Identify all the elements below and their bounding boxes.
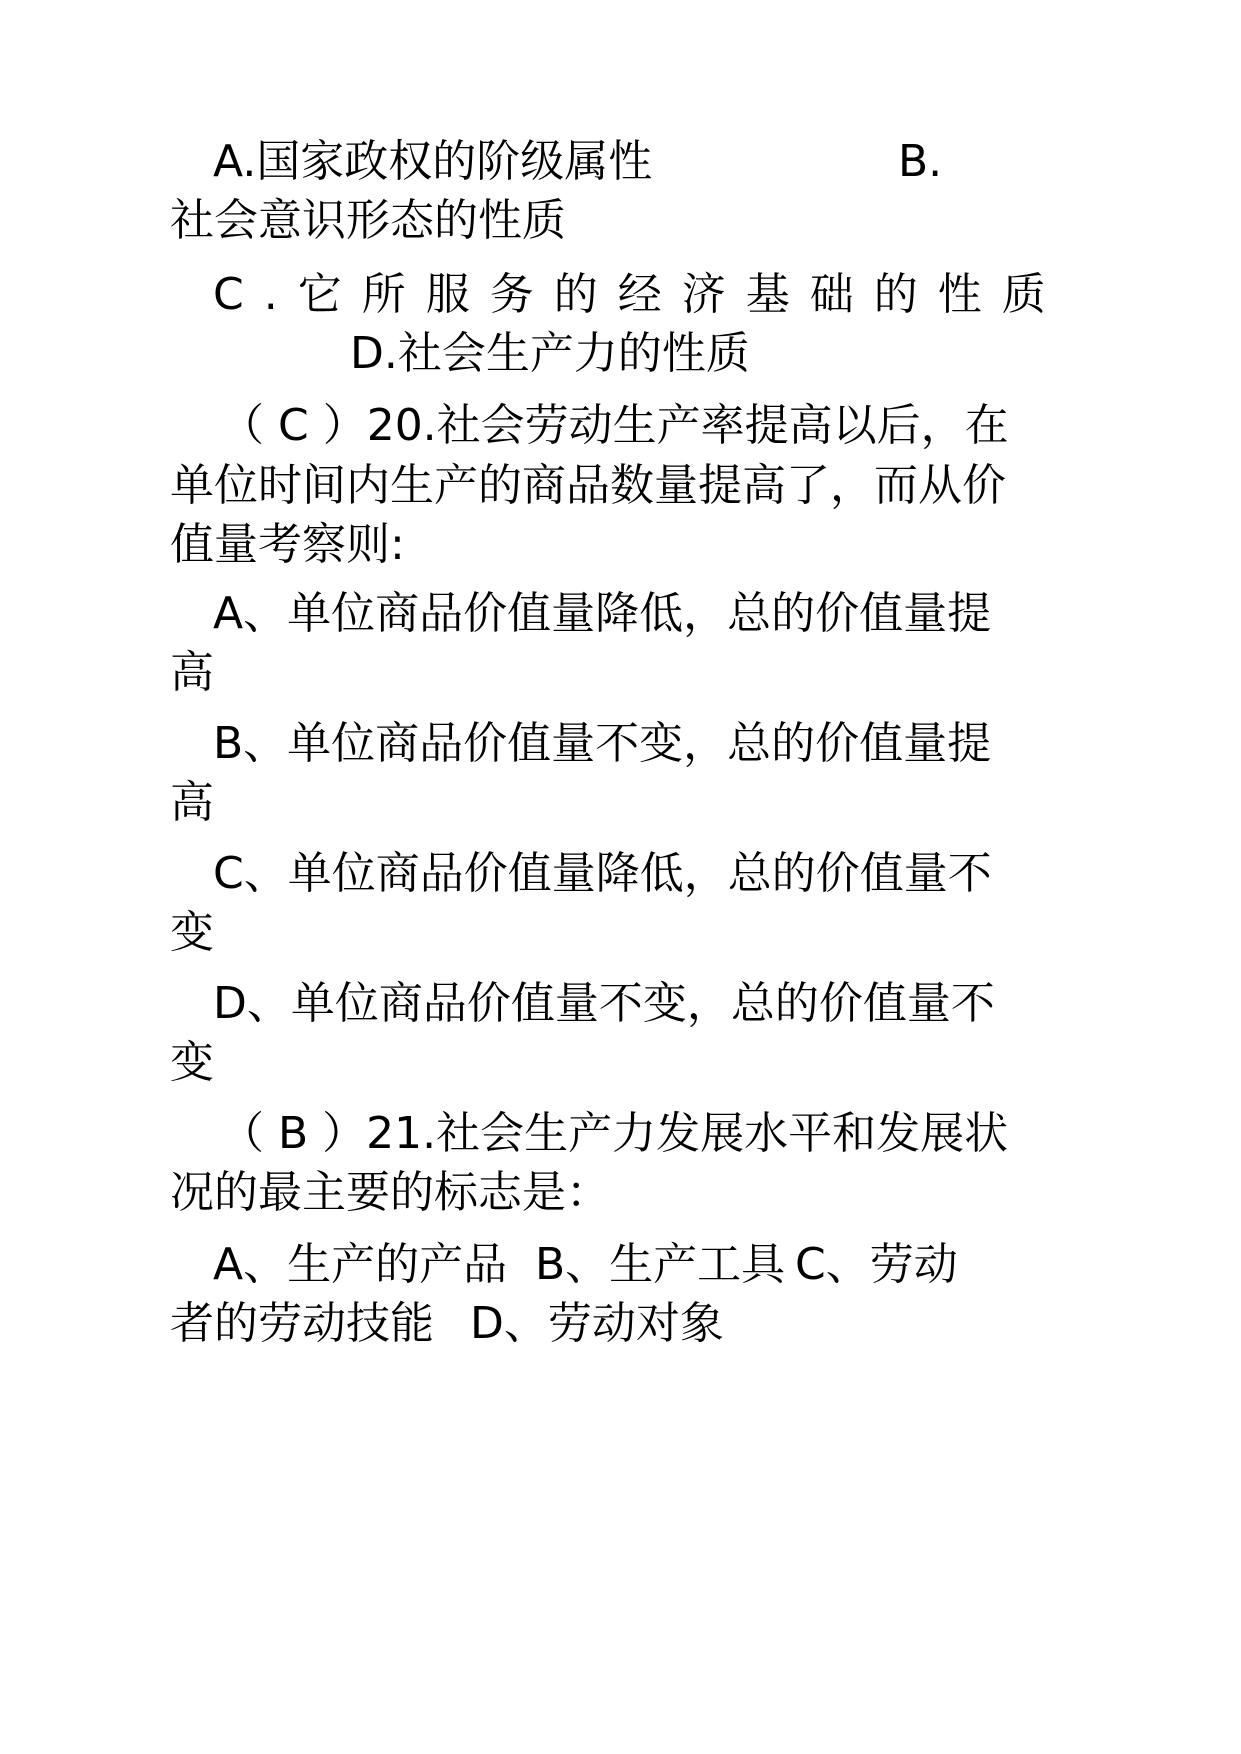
q20-option-c-line2: 变	[170, 907, 214, 958]
q21-stem-line1: （ B ）21.社会生产力发展水平和发展状	[220, 1108, 1009, 1159]
q20-stem-line1: （ C ）20.社会劳动生产率提高以后，在	[220, 400, 1009, 451]
q20-option-d-line1: D、单位商品价值量不变，总的价值量不	[213, 978, 995, 1029]
q19-option-c: C.它所服务的经济基础的性质	[213, 269, 1066, 320]
q21-stem-line2: 况的最主要的标志是：	[170, 1167, 610, 1218]
q20-option-a-line1: A、单位商品价值量降低，总的价值量提	[213, 588, 992, 639]
q19-option-b-text: 社会意识形态的性质	[170, 195, 566, 246]
q20-option-c-line1: C、单位商品价值量降低，总的价值量不	[213, 848, 992, 899]
q19-option-d: D.社会生产力的性质	[350, 328, 750, 379]
q21-option-a: A、生产的产品	[213, 1239, 508, 1290]
q19-option-b-label: B.	[898, 136, 943, 187]
q21-option-c-cont: 者的劳动技能	[170, 1298, 434, 1349]
q20-stem-line2: 单位时间内生产的商品数量提高了，而从价	[170, 460, 1006, 511]
q21-option-c: C、劳动	[795, 1239, 958, 1290]
q21-option-b: B、生产工具	[535, 1239, 786, 1290]
q19-option-a: A.国家政权的阶级属性	[213, 136, 653, 187]
q20-option-b-line2: 高	[170, 777, 214, 828]
q20-option-d-line2: 变	[170, 1037, 214, 1088]
q20-stem-line3: 值量考察则:	[170, 519, 405, 570]
q21-option-d: D、劳动对象	[470, 1298, 724, 1349]
q20-option-a-line2: 高	[170, 647, 214, 698]
q20-option-b-line1: B、单位商品价值量不变，总的价值量提	[213, 718, 992, 769]
